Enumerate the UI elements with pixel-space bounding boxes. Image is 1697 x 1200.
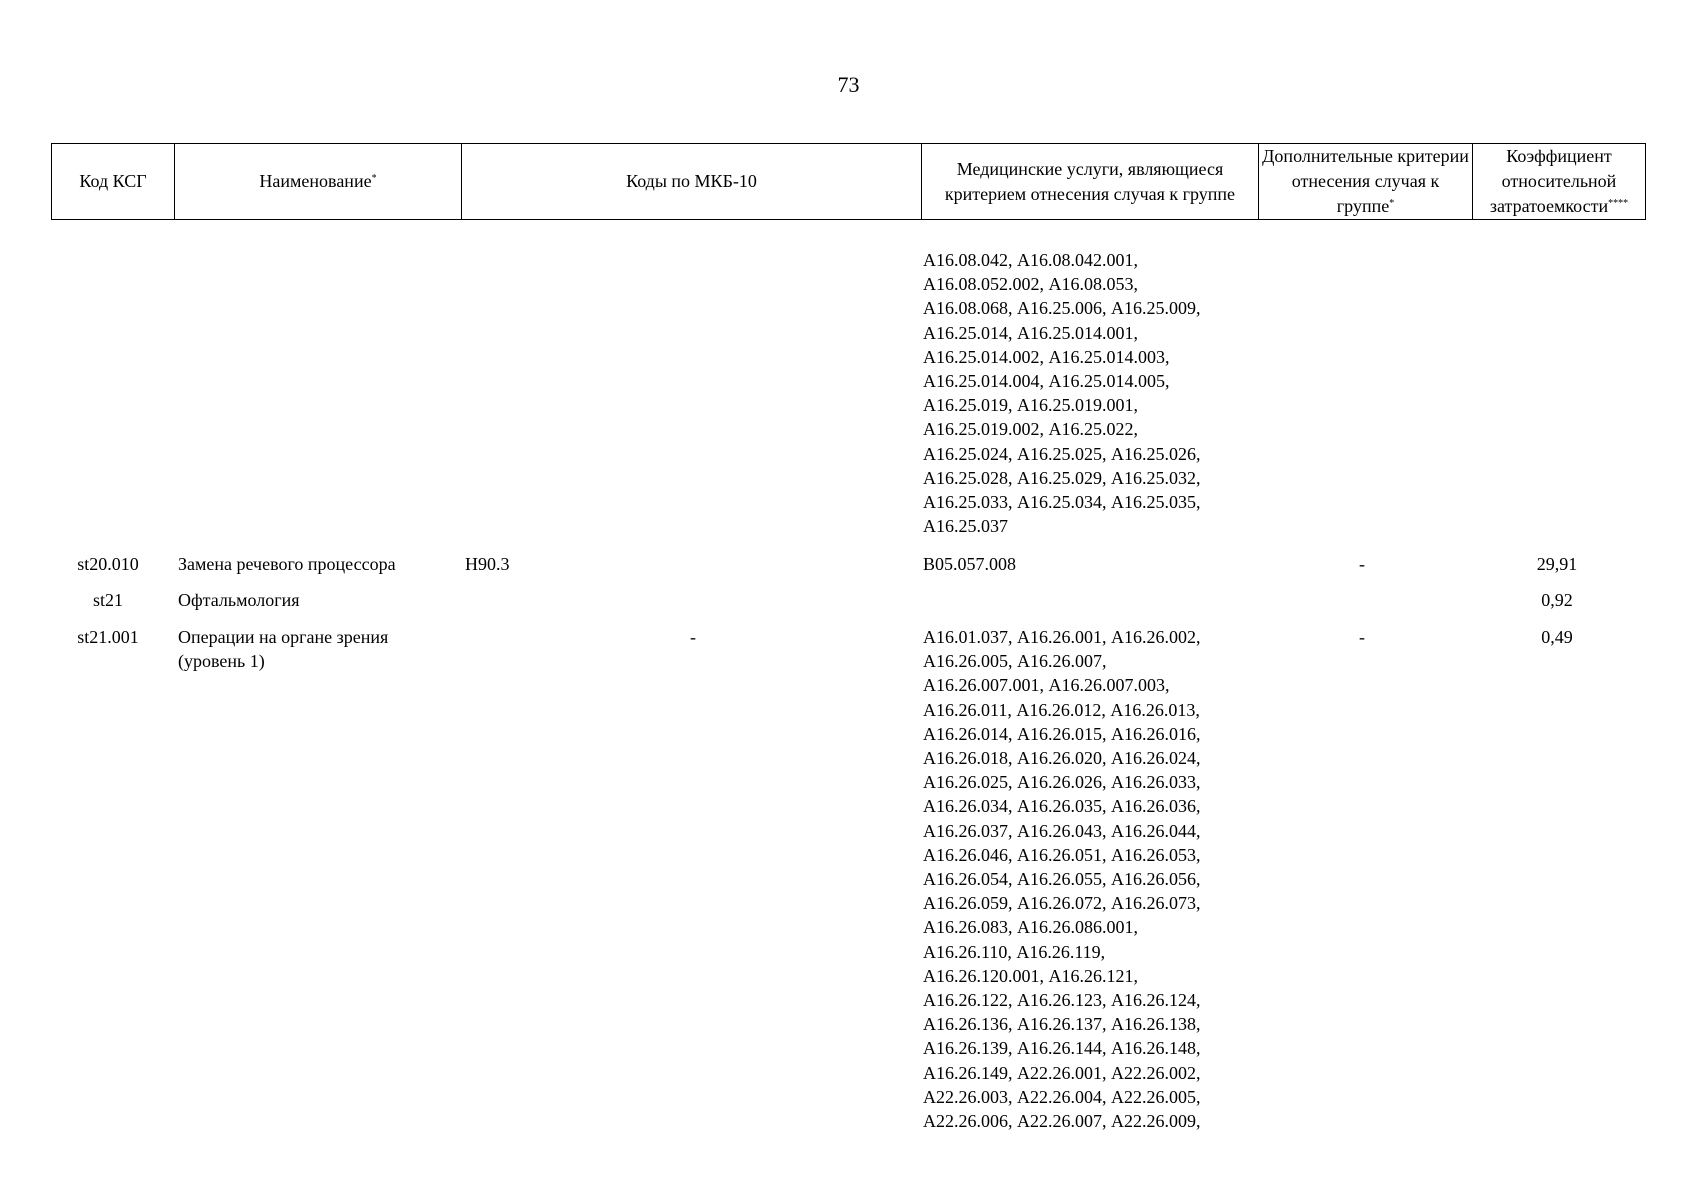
row-code: st21.001 [77,627,139,647]
row-coef: 0,92 [1541,590,1573,610]
header-name: Наименование* [175,144,462,220]
row-code: st20.010 [77,554,139,574]
row-mkb: H90.3 [465,554,510,574]
page-number: 73 [837,72,860,97]
row-coef: 29,91 [1536,554,1578,574]
row-extra: - [1359,554,1365,574]
row-services: А16.01.037, А16.26.001, А16.26.002, А16.26.005, А16.26.007, А16.26.007.001, А16.26.007.003, А16.26.011, А16.26.012, А16.26.013, А16.26.014, А16.26.015, А16.26.016, А16.26.018, А16.26.020, А16.26.024, А16.26.025, А16.26.026, А16.26.033, А16.26.034, А16.26.035, А16.26.036, А16.26.037, А16.26.043, А16.26.044, А16.26.046, А16.26.051, А16.26.053, А16.26.054, А16.26.055, А16.26.056, А16.26.059, А16.26.072, А16.26.073, А16.26.083, А16.26.086.001, А16.26.110, А16.26.119, А16.26.120.001, А16.26.121, А16.26.122, А16.26.123, А16.26.124, А16.26.136, А16.26.137, А16.26.138, А16.26.139, А16.26.144, А16.26.148, А16.26.149, А22.26.001, А22.26.002, А22.26.003, А22.26.004, А22.26.005, А22.26.006, А22.26.007, А22.26.009, [923,627,1201,1132]
row-mkb: - [690,627,696,647]
row-name: Операции на органе зрения (уровень 1) [178,627,389,672]
header-extra: Дополнительные критерии отнесения случая к группе* [1259,144,1473,220]
row-coef: 0,49 [1541,627,1573,647]
header-mkb: Коды по МКБ-10 [462,144,922,220]
header-code: Код КСГ [52,144,175,220]
table-header [51,143,1646,220]
header-services: Медицинские услуги, являющиеся критерием отнесения случая к группе [922,144,1259,220]
header-coef: Коэффициент относительной затратоемкости**** [1473,144,1646,220]
row-code: st21 [92,590,123,610]
row-name: Офтальмология [178,590,300,610]
continuation-services: А16.08.042, А16.08.042.001, А16.08.052.002, А16.08.053, А16.08.068, А16.25.006, А16.25.009, А16.25.014, А16.25.014.001, А16.25.014.002, А16.25.014.003, А16.25.014.004, А16.25.014.005, А16.25.019, А16.25.019.001, А16.25.019.002, А16.25.022, А16.25.024, А16.25.025, А16.25.026, А16.25.028, А16.25.029, А16.25.032, А16.25.033, А16.25.034, А16.25.035, А16.25.037 [923,250,1201,537]
row-name: Замена речевого процессора [178,554,396,574]
row-services: В05.057.008 [923,554,1017,574]
row-extra: - [1359,627,1365,647]
